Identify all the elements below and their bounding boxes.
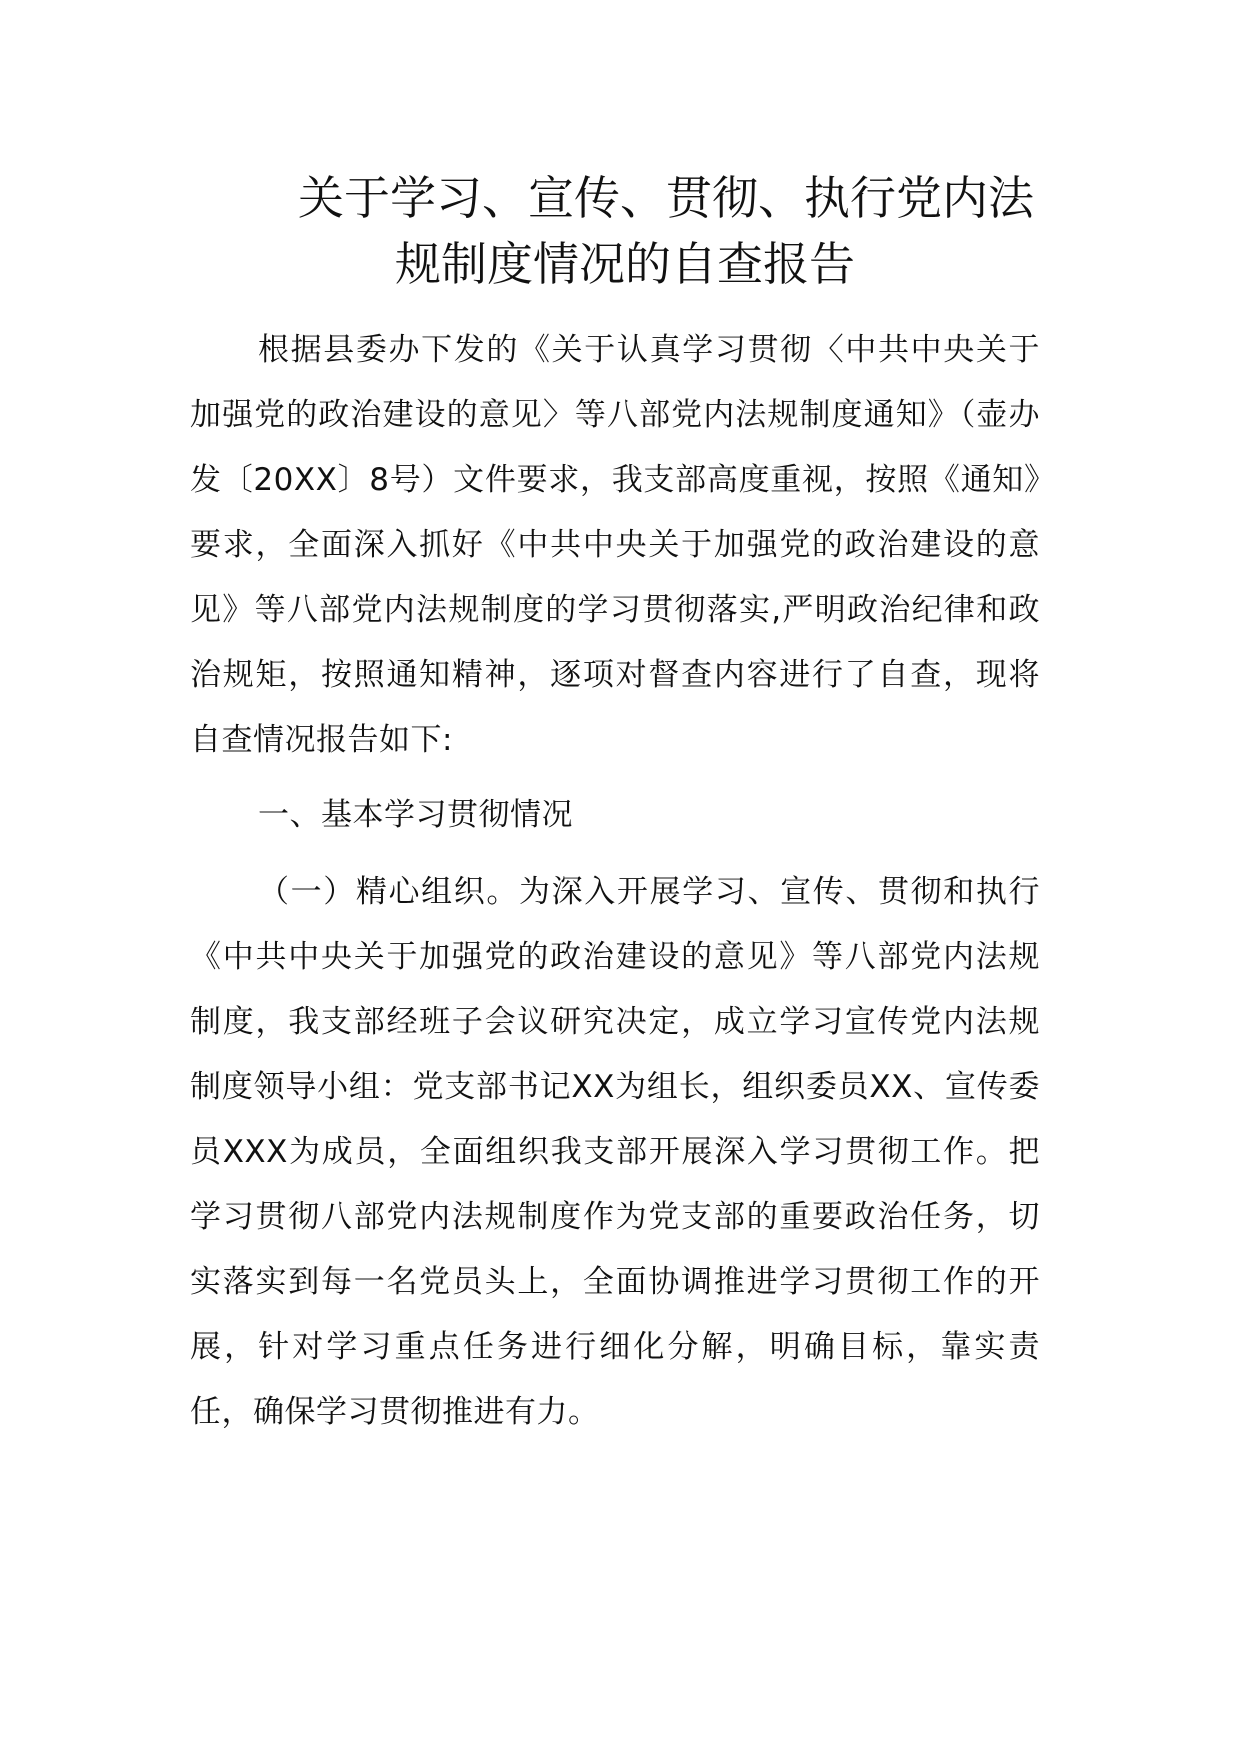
- intro-paragraph: 根据县委办下发的《关于认真学习贯彻〈中共中央关于加强党的政治建设的意见〉等八部党内法规制度通知》（壶办发〔20XX〕8号）文件要求，我支部高度重视，按照《通知》要求，全面深入抓好《中共中央关于加强党的政治建设的意见》等八部党内法规制度的学习贯彻落实,严明政治纪律和政治规矩，按照通知精神，逐项对督查内容进行了自查，现将自查情况报告如下:: [190, 332, 1040, 758]
- document-title: [190, 165, 1070, 297]
- subsection-paragraph: （一）精心组织。为深入开展学习、宣传、贯彻和执行《中共中央关于加强党的政治建设的意见》等八部党内法规制度，我支部经班子会议研究决定，成立学习宣传党内法规制度领导小组：党支部书记XX为组长，组织委员XX、宣传委员XXX为成员，全面组织我支部开展深入学习贯彻工作。把学习贯彻八部党内法规制度作为党支部的重要政治任务，切实落实到每一名党员头上，全面协调推进学习贯彻工作的开展，针对学习重点任务进行细化分解，明确目标，靠实责任，确保学习贯彻推进有力。: [190, 874, 1040, 1430]
- section-heading: 一、基本学习贯彻情况: [258, 797, 573, 833]
- document-body: [190, 318, 1040, 1445]
- title-line-2: 规制度情况的自查报告: [395, 237, 855, 291]
- title-line-1: 关于学习、宣传、贯彻、执行党内法: [298, 171, 1034, 225]
